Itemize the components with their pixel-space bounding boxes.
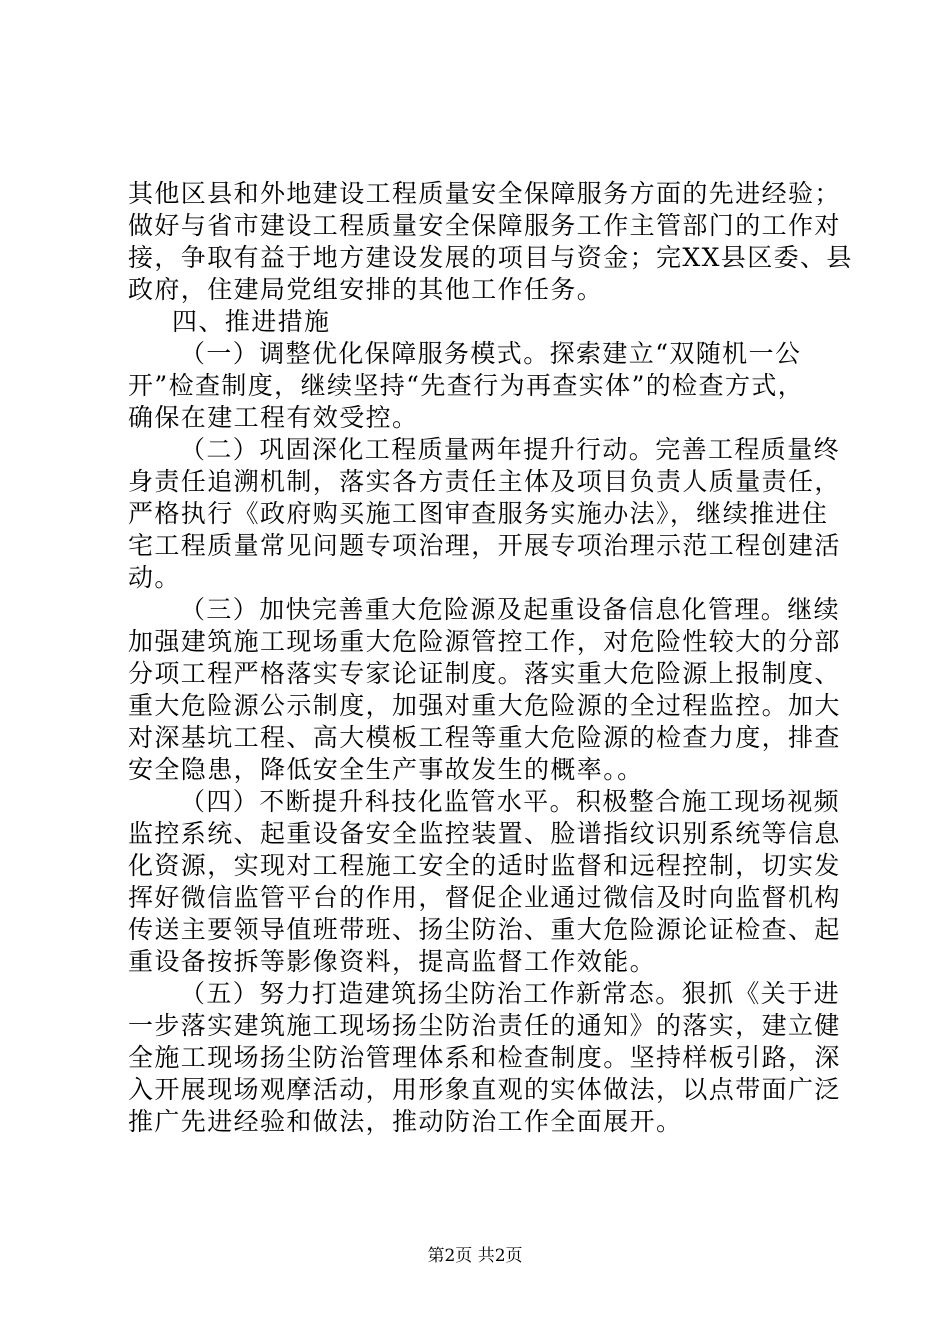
text-line: 开”检查制度，继续坚持“先查行为再查实体”的检查方式， (128, 371, 805, 400)
section-heading: 四、推进措施 (172, 307, 331, 336)
document-body (128, 178, 853, 1138)
text-line: 分项工程严格落实专家论证制度。落实重大危险源上报制度、 (128, 659, 841, 688)
paragraph-start: （四）不断提升科技化监管水平。积极整合施工现场视频 (180, 787, 841, 816)
text-line: 动。 (128, 563, 181, 592)
text-line: 接，争取有益于地方建设发展的项目与资金；完XX县区委、县 (128, 243, 853, 272)
text-line: 监控系统、起重设备安全监控装置、脸谱指纹识别系统等信息 (128, 819, 841, 848)
text-line: 确保在建工程有效受控。 (128, 403, 419, 432)
text-line: 全施工现场扬尘防治管理体系和检查制度。坚持样板引路，深 (128, 1043, 841, 1072)
paragraph-start: （五）努力打造建筑扬尘防治工作新常态。狠抓《关于进 (180, 979, 841, 1008)
text-line: 对深基坑工程、高大模板工程等重大危险源的检查力度，排查 (128, 723, 841, 752)
text-line: 政府，住建局党组安排的其他工作任务。 (128, 275, 604, 304)
page-number-label: 第2页 共2页 (427, 1246, 523, 1266)
text-line: 一步落实建筑施工现场扬尘防治责任的通知》的落实，建立健 (128, 1011, 841, 1040)
text-line: 挥好微信监管平台的作用，督促企业通过微信及时向监督机构 (128, 883, 841, 912)
text-line: 化资源，实现对工程施工安全的适时监督和远程控制，切实发 (128, 851, 841, 880)
text-line: 安全隐患，降低安全生产事故发生的概率。。 (128, 755, 644, 784)
paragraph-start: （三）加快完善重大危险源及起重设备信息化管理。继续 (180, 595, 841, 624)
text-line: 做好与省市建设工程质量安全保障服务工作主管部门的工作对 (128, 211, 841, 240)
text-line: 身责任追溯机制，落实各方责任主体及项目负责人质量责任， (128, 467, 841, 496)
text-line: 宅工程质量常见问题专项治理，开展专项治理示范工程创建活 (128, 531, 841, 560)
text-line: 严格执行《政府购买施工图审查服务实施办法》，继续推进住 (128, 499, 829, 528)
text-line: 传送主要领导值班带班、扬尘防治、重大危险源论证检查、起 (128, 915, 841, 944)
text-line: 重设备按拆等影像资料，提高监督工作效能。 (128, 947, 657, 976)
paragraph-start: （一）调整优化保障服务模式。探索建立“双随机一公 (180, 339, 802, 368)
text-line: 加强建筑施工现场重大危险源管控工作，对危险性较大的分部 (128, 627, 841, 656)
text-line: 其他区县和外地建设工程质量安全保障服务方面的先进经验； (128, 179, 841, 208)
text-line: 推广先进经验和做法，推动防治工作全面展开。 (128, 1107, 683, 1136)
text-line: 重大危险源公示制度，加强对重大危险源的全过程监控。加大 (128, 691, 841, 720)
page-footer (0, 1245, 950, 1267)
text-line: 入开展现场观摩活动，用形象直观的实体做法，以点带面广泛 (128, 1075, 841, 1104)
paragraph-start: （二）巩固深化工程质量两年提升行动。完善工程质量终 (180, 435, 841, 464)
